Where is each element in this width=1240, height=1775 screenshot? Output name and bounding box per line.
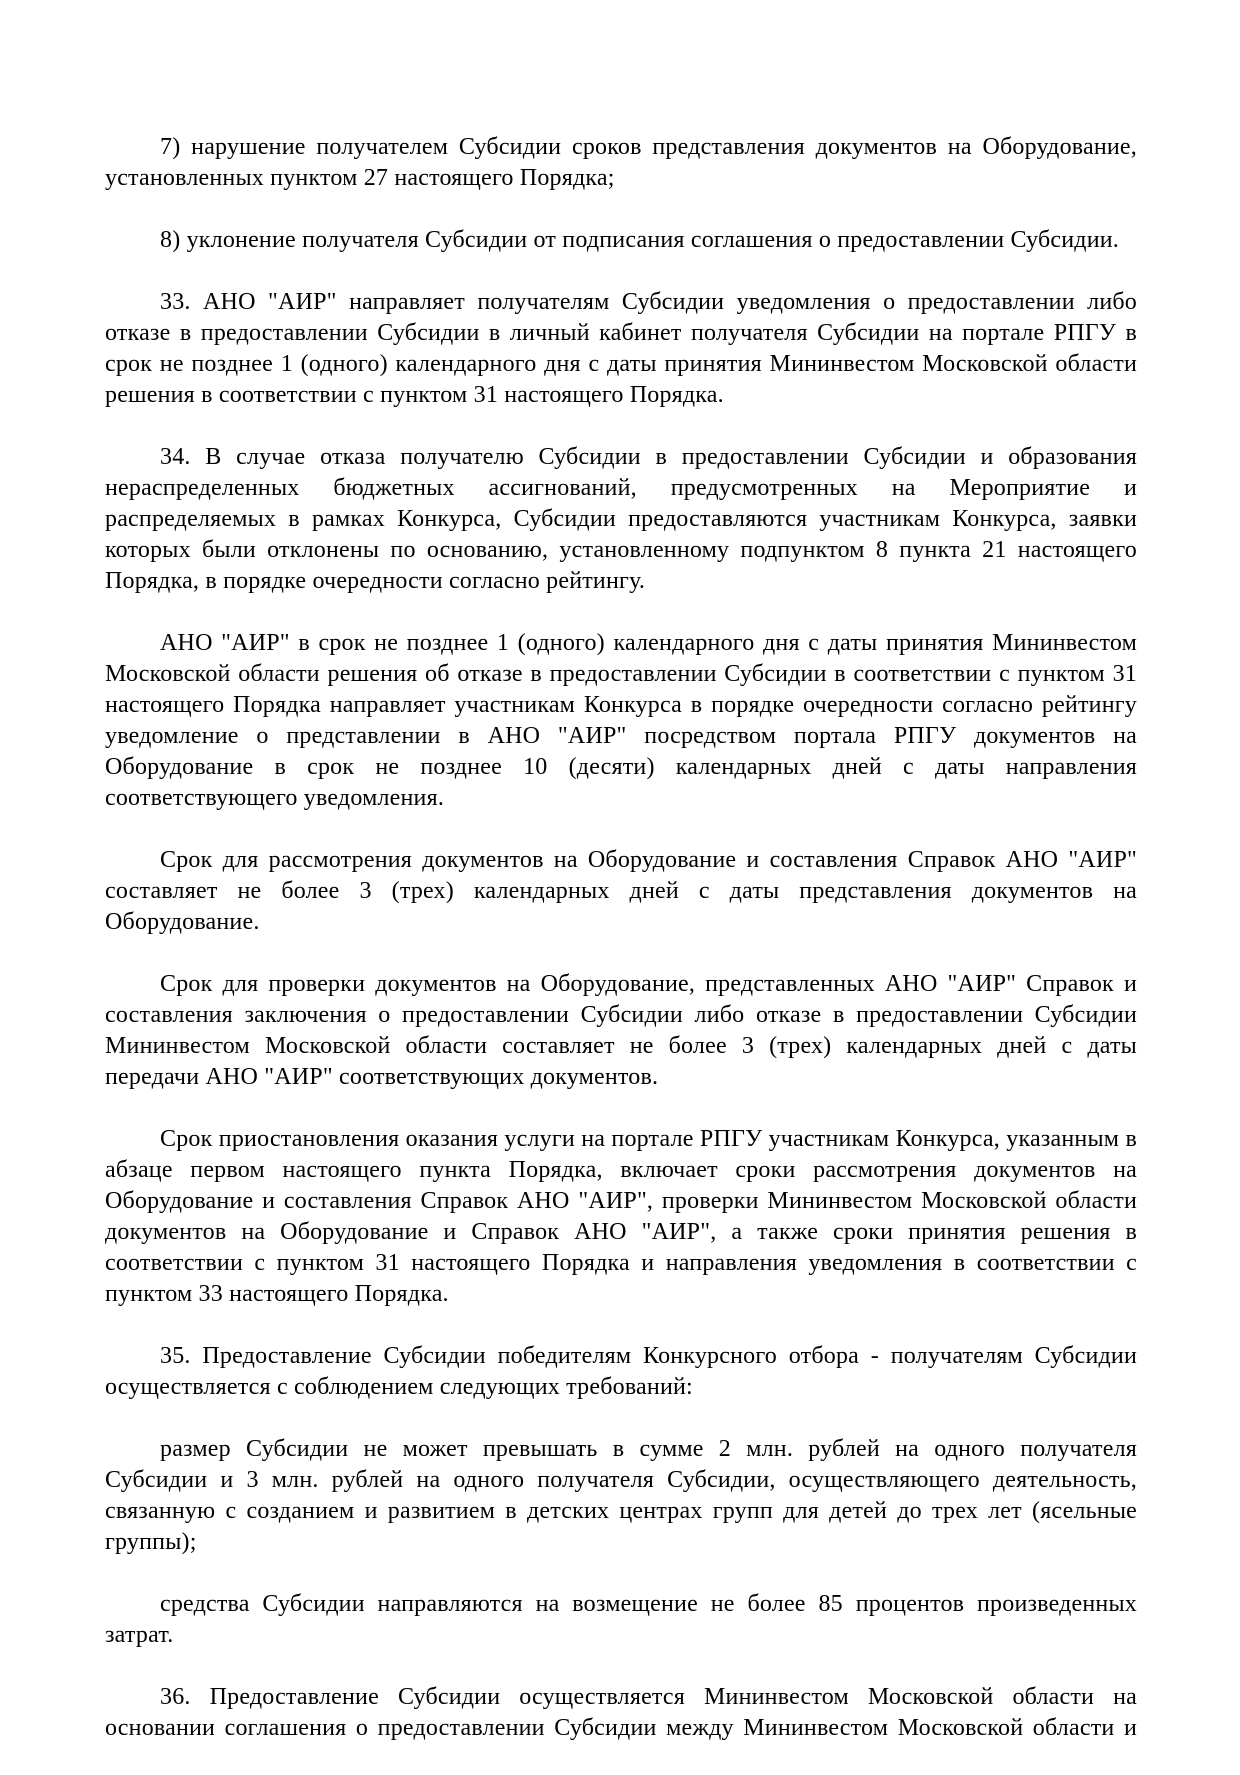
paragraph-point-34-notice: АНО "АИР" в срок не позднее 1 (одного) календарного дня с даты принятия Мининвестом Московской области решения об отказе в предоставлении Субсидии в соответствии с пунктом 31 настоящего Порядка направляет участникам Конкурса в порядке очередности согласно рейтингу уведомление о представлении в АНО "АИР" посредством портала РПГУ документов на Оборудование в срок не позднее 10 (десяти) календарных дней с даты направления соответствующего уведомления. xyxy=(105,630,1137,811)
paragraph-check-term: Срок для проверки документов на Оборудование, представленных АНО "АИР" Справок и составления заключения о предоставлении Субсидии либо отказе в предоставлении Субсидии Мининвестом Московской области составляет не более 3 (трех) календарных дней с даты передачи АНО "АИР" соответствующих документов. xyxy=(105,971,1137,1090)
paragraph-suspension-term: Срок приостановления оказания услуги на портале РПГУ участникам Конкурса, указанным в абзаце первом настоящего пункта Порядка, включает сроки рассмотрения документов на Оборудование и составления Справок АНО "АИР", проверки Мининвестом Московской области документов на Оборудование и Справок АНО "АИР", а также сроки принятия решения в соответствии с пунктом 31 настоящего Порядка и направления уведомления в соответствии с пунктом 33 настоящего Порядка. xyxy=(105,1126,1137,1307)
document-body xyxy=(105,132,1137,1775)
paragraph-point-34: 34. В случае отказа получателю Субсидии в предоставлении Субсидии и образования нераспределенных бюджетных ассигнований, предусмотренных на Мероприятие и распределяемых в рамках Конкурса, Субсидии предоставляются участникам Конкурса, заявки которых были отклонены по основанию, установленному подпунктом 8 пункта 21 настоящего Порядка, в порядке очередности согласно рейтингу. xyxy=(105,444,1137,594)
paragraph-point-36: 36. Предоставление Субсидии осуществляется Мининвестом Московской области на основании соглашения о предоставлении Субсидии между Мининвестом Московской области и xyxy=(105,1684,1137,1741)
paragraph-point-35: 35. Предоставление Субсидии победителям Конкурсного отбора - получателям Субсидии осуществляется с соблюдением следующих требований: xyxy=(105,1343,1137,1400)
paragraph-item-8: 8) уклонение получателя Субсидии от подписания соглашения о предоставлении Субсидии. xyxy=(160,227,1119,253)
paragraph-subsidy-size: размер Субсидии не может превышать в сумме 2 млн. рублей на одного получателя Субсидии и 3 млн. рублей на одного получателя Субсидии, осуществляющего деятельность, связанную с созданием и развитием в детских центрах групп для детей до трех лет (ясельные группы); xyxy=(105,1436,1137,1555)
paragraph-item-7: 7) нарушение получателем Субсидии сроков представления документов на Оборудование, установленных пунктом 27 настоящего Порядка; xyxy=(105,134,1137,191)
paragraph-subsidy-funds: средства Субсидии направляются на возмещение не более 85 процентов произведенных затрат. xyxy=(105,1591,1137,1648)
paragraph-review-term: Срок для рассмотрения документов на Оборудование и составления Справок АНО "АИР" составляет не более 3 (трех) календарных дней с даты представления документов на Оборудование. xyxy=(105,847,1137,935)
paragraph-point-33: 33. АНО "АИР" направляет получателям Субсидии уведомления о предоставлении либо отказе в предоставлении Субсидии в личный кабинет получателя Субсидии на портале РПГУ в срок не позднее 1 (одного) календарного дня с даты принятия Мининвестом Московской области решения в соответствии с пунктом 31 настоящего Порядка. xyxy=(105,289,1137,408)
